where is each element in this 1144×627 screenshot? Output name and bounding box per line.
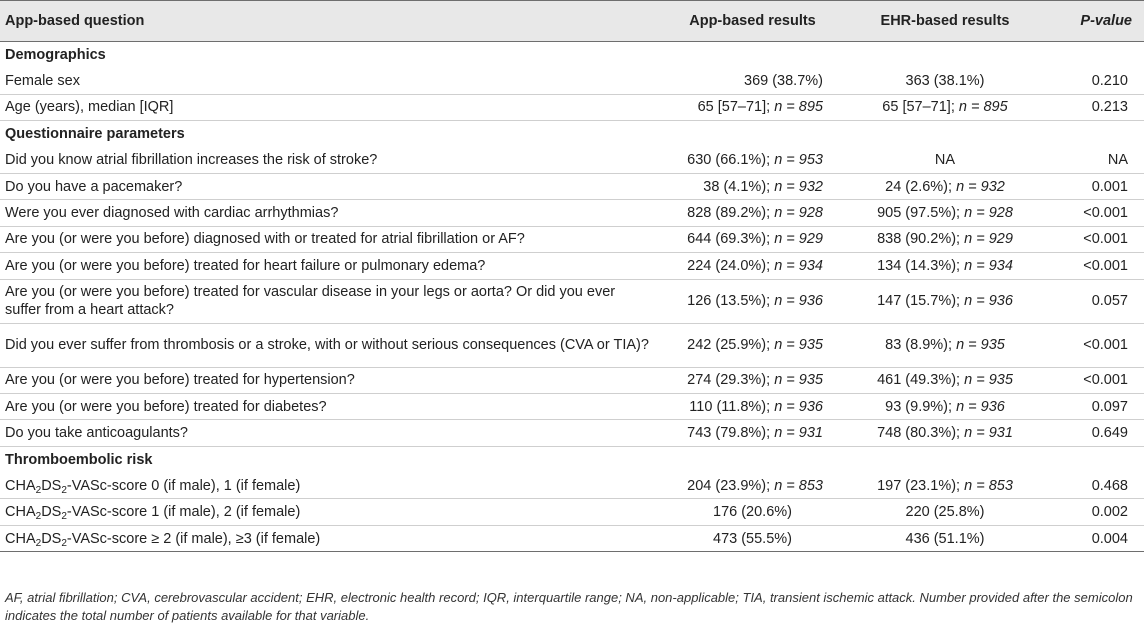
p-value: 0.210: [1045, 68, 1144, 94]
ehr-value: 461 (49.3%); n = 935: [845, 367, 1045, 393]
app-value: 204 (23.9%); n = 853: [660, 473, 845, 499]
row-label: Did you ever suffer from thrombosis or a stroke, with or without serious consequences (CVA or TIA)?: [0, 323, 660, 367]
section-thromboembolic: Thromboembolic risk: [5, 451, 153, 468]
row-label: Were you ever diagnosed with cardiac arrhythmias?: [0, 200, 660, 226]
p-value: <0.001: [1045, 226, 1144, 252]
app-value: 126 (13.5%); n = 936: [660, 279, 845, 323]
app-value: 224 (24.0%); n = 934: [660, 253, 845, 279]
p-value: <0.001: [1045, 323, 1144, 367]
ehr-value: 134 (14.3%); n = 934: [845, 253, 1045, 279]
table-row: [0, 323, 1144, 367]
row-label: Are you (or were you before) diagnosed with or treated for atrial fibrillation or AF?: [0, 226, 660, 252]
header-ehr-results: EHR-based results: [845, 1, 1045, 42]
p-value: 0.213: [1045, 94, 1144, 120]
app-value: 644 (69.3%); n = 929: [660, 226, 845, 252]
table-row: [0, 173, 1144, 199]
header-p-value-text: P-value: [1080, 13, 1132, 29]
table-row: [0, 367, 1144, 393]
app-value: 176 (20.6%): [660, 499, 845, 525]
table-row: [0, 499, 1144, 525]
table-row: [0, 226, 1144, 252]
ehr-value: 197 (23.1%); n = 853: [845, 473, 1045, 499]
p-value: 0.004: [1045, 525, 1144, 551]
ehr-value: 748 (80.3%); n = 931: [845, 420, 1045, 446]
header-p-value: [1045, 1, 1144, 42]
p-value: 0.001: [1045, 173, 1144, 199]
p-value: 0.097: [1045, 393, 1144, 419]
app-value: 743 (79.8%); n = 931: [660, 420, 845, 446]
app-value: 473 (55.5%): [660, 525, 845, 551]
row-label: Do you have a pacemaker?: [0, 173, 660, 199]
table-row: [0, 525, 1144, 551]
table-row: [0, 393, 1144, 419]
p-value: <0.001: [1045, 253, 1144, 279]
table-row: [0, 420, 1144, 446]
table-row: [0, 147, 1144, 173]
ehr-value: 65 [57–71]; n = 895: [845, 94, 1045, 120]
app-value: 242 (25.9%); n = 935: [660, 323, 845, 367]
ehr-value: 24 (2.6%); n = 932: [845, 173, 1045, 199]
app-value: 110 (11.8%); n = 936: [660, 393, 845, 419]
app-value: 38 (4.1%); n = 932: [660, 173, 845, 199]
ehr-value: 363 (38.1%): [845, 68, 1045, 94]
p-value: 0.468: [1045, 473, 1144, 499]
app-value: 274 (29.3%); n = 935: [660, 367, 845, 393]
app-value: 828 (89.2%); n = 928: [660, 200, 845, 226]
table-footnote: AF, atrial fibrillation; CVA, cerebrovascular accident; EHR, electronic health record; IQR, interquartile range; NA, non-applicable; TIA, transient ischemic attack. Number provided after the semicolon indicates the total number of patients available for that variable.: [5, 590, 1133, 623]
table-row: [0, 473, 1144, 499]
row-label: Age (years), median [IQR]: [0, 94, 660, 120]
row-label: $CHA_2DS_2-VASc$-score 0 (if male), 1 (if female): [0, 473, 660, 499]
p-value: <0.001: [1045, 367, 1144, 393]
ehr-value: 147 (15.7%); n = 936: [845, 279, 1045, 323]
row-label: Did you know atrial fibrillation increases the risk of stroke?: [0, 147, 660, 173]
row-label: Are you (or were you before) treated for vascular disease in your legs or aorta? Or did you ever suffer from a heart attack?: [0, 279, 660, 323]
ehr-value: 838 (90.2%); n = 929: [845, 226, 1045, 252]
app-value: 369 (38.7%): [660, 68, 845, 94]
section-row: [0, 121, 1144, 147]
header-app-results: App-based results: [660, 1, 845, 42]
table-row: [0, 94, 1144, 120]
row-label: $CHA_2DS_2-VASc$-score 1 (if male), 2 (if female): [0, 499, 660, 525]
row-label: $CHA_2DS_2-VASc$-score ≥ 2 (if male), ≥3 (if female): [0, 525, 660, 551]
app-value: 630 (66.1%); n = 953: [660, 147, 845, 173]
p-value: 0.002: [1045, 499, 1144, 525]
row-label: Are you (or were you before) treated for diabetes?: [0, 393, 660, 419]
ehr-value: 93 (9.9%); n = 936: [845, 393, 1045, 419]
row-label: Are you (or were you before) treated for hypertension?: [0, 367, 660, 393]
table-row: [0, 68, 1144, 94]
table-row: [0, 279, 1144, 323]
header-row: [0, 1, 1144, 42]
ehr-value: 83 (8.9%); n = 935: [845, 323, 1045, 367]
ehr-value: 436 (51.1%): [845, 525, 1045, 551]
p-value: 0.057: [1045, 279, 1144, 323]
table-row: [0, 200, 1144, 226]
row-label: Are you (or were you before) treated for heart failure or pulmonary edema?: [0, 253, 660, 279]
ehr-value: 905 (97.5%); n = 928: [845, 200, 1045, 226]
p-value: <0.001: [1045, 200, 1144, 226]
p-value: 0.649: [1045, 420, 1144, 446]
section-questionnaire: Questionnaire parameters: [5, 126, 185, 143]
ehr-value: NA: [845, 147, 1045, 173]
app-value: 65 [57–71]; n = 895: [660, 94, 845, 120]
section-row: [0, 42, 1144, 68]
header-question: App-based question: [0, 1, 660, 42]
row-label: Female sex: [0, 68, 660, 94]
section-row: [0, 446, 1144, 472]
row-label: Do you take anticoagulants?: [0, 420, 660, 446]
p-value: NA: [1045, 147, 1144, 173]
section-demographics: Demographics: [5, 46, 106, 63]
table-row: [0, 253, 1144, 279]
ehr-value: 220 (25.8%): [845, 499, 1045, 525]
